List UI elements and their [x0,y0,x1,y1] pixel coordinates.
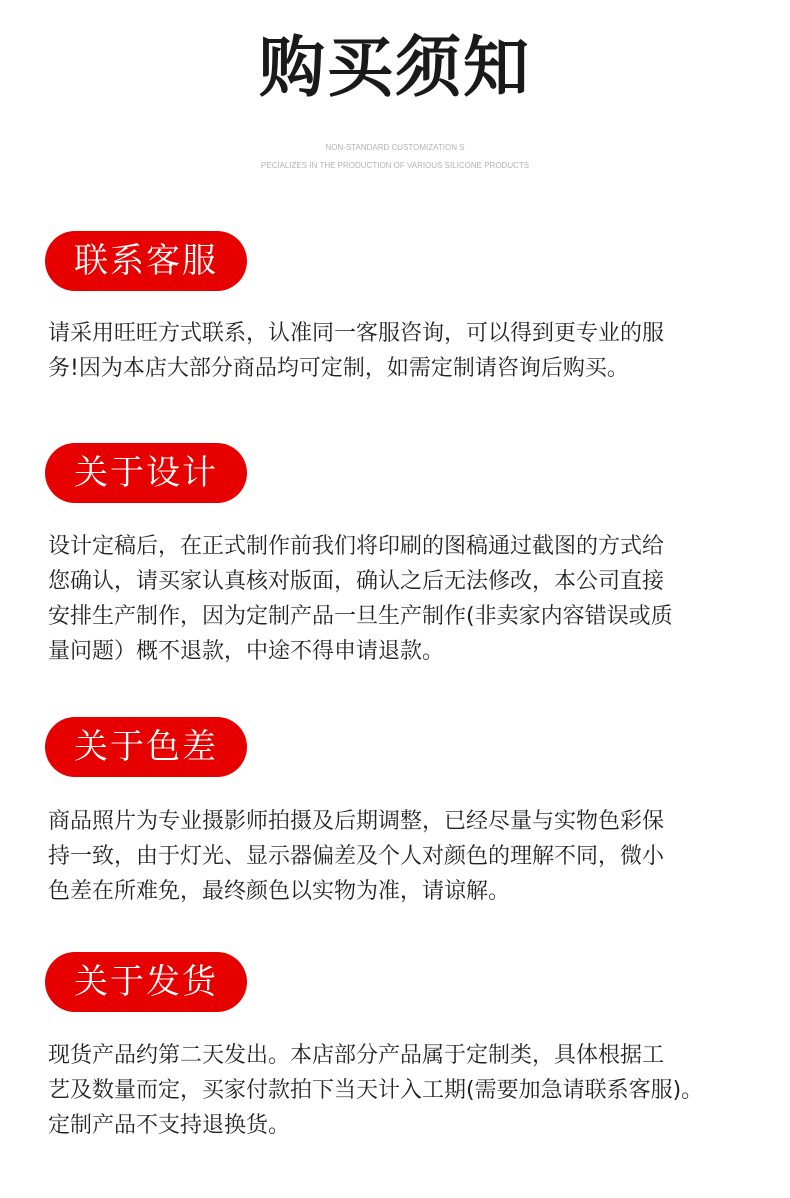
body-line: 商品照片为专业摄影师拍摄及后期调整，已经尽量与实物色彩保 [48,809,665,834]
subtitle-line-2: PECIALIZES IN THE PRODUCTION OF VARIOUS SILICONE PRODUCTS [260,161,530,170]
section-title-color-difference: 关于色差 [45,717,247,777]
subtitle-line-1: NON-STANDARD CUSTOMIZATION S [325,143,465,152]
section-body-design [48,529,748,669]
body-line: 持一致，由于灯光、显示器偏差及个人对颜色的理解不同，微小 [48,844,665,869]
section-body-shipping [48,1038,748,1143]
section-body-color-difference [48,804,748,909]
section-title-contact: 联系客服 [45,231,247,291]
section-title-shipping: 关于发货 [45,952,247,1012]
body-line: 现货产品约第二天发出。本店部分产品属于定制类，具体根据工 [48,1043,665,1068]
body-line: 定制产品不支持退换货。 [48,1113,291,1138]
body-line: 艺及数量而定，买家付款拍下当天计入工期(需要加急请联系客服)。 [48,1078,704,1103]
body-line: 设计定稿后，在正式制作前我们将印刷的图稿通过截图的方式给 [48,534,665,559]
body-line: 务!因为本店大部分商品均可定制，如需定制请咨询后购买。 [48,356,629,381]
body-line: 请采用旺旺方式联系，认准同一客服咨询，可以得到更专业的服 [48,321,665,346]
body-line: 您确认，请买家认真核对版面，确认之后无法修改，本公司直接 [48,569,665,594]
section-body-contact [48,316,748,386]
body-line: 安排生产制作，因为定制产品一旦生产制作(非卖家内容错误或质 [48,604,673,629]
section-title-design: 关于设计 [45,443,247,503]
body-line: 色差在所难免，最终颜色以实物为准，请谅解。 [48,879,511,904]
body-line: 量问题）概不退款，中途不得申请退款。 [48,639,445,664]
page-title: 购买须知 [259,29,531,106]
